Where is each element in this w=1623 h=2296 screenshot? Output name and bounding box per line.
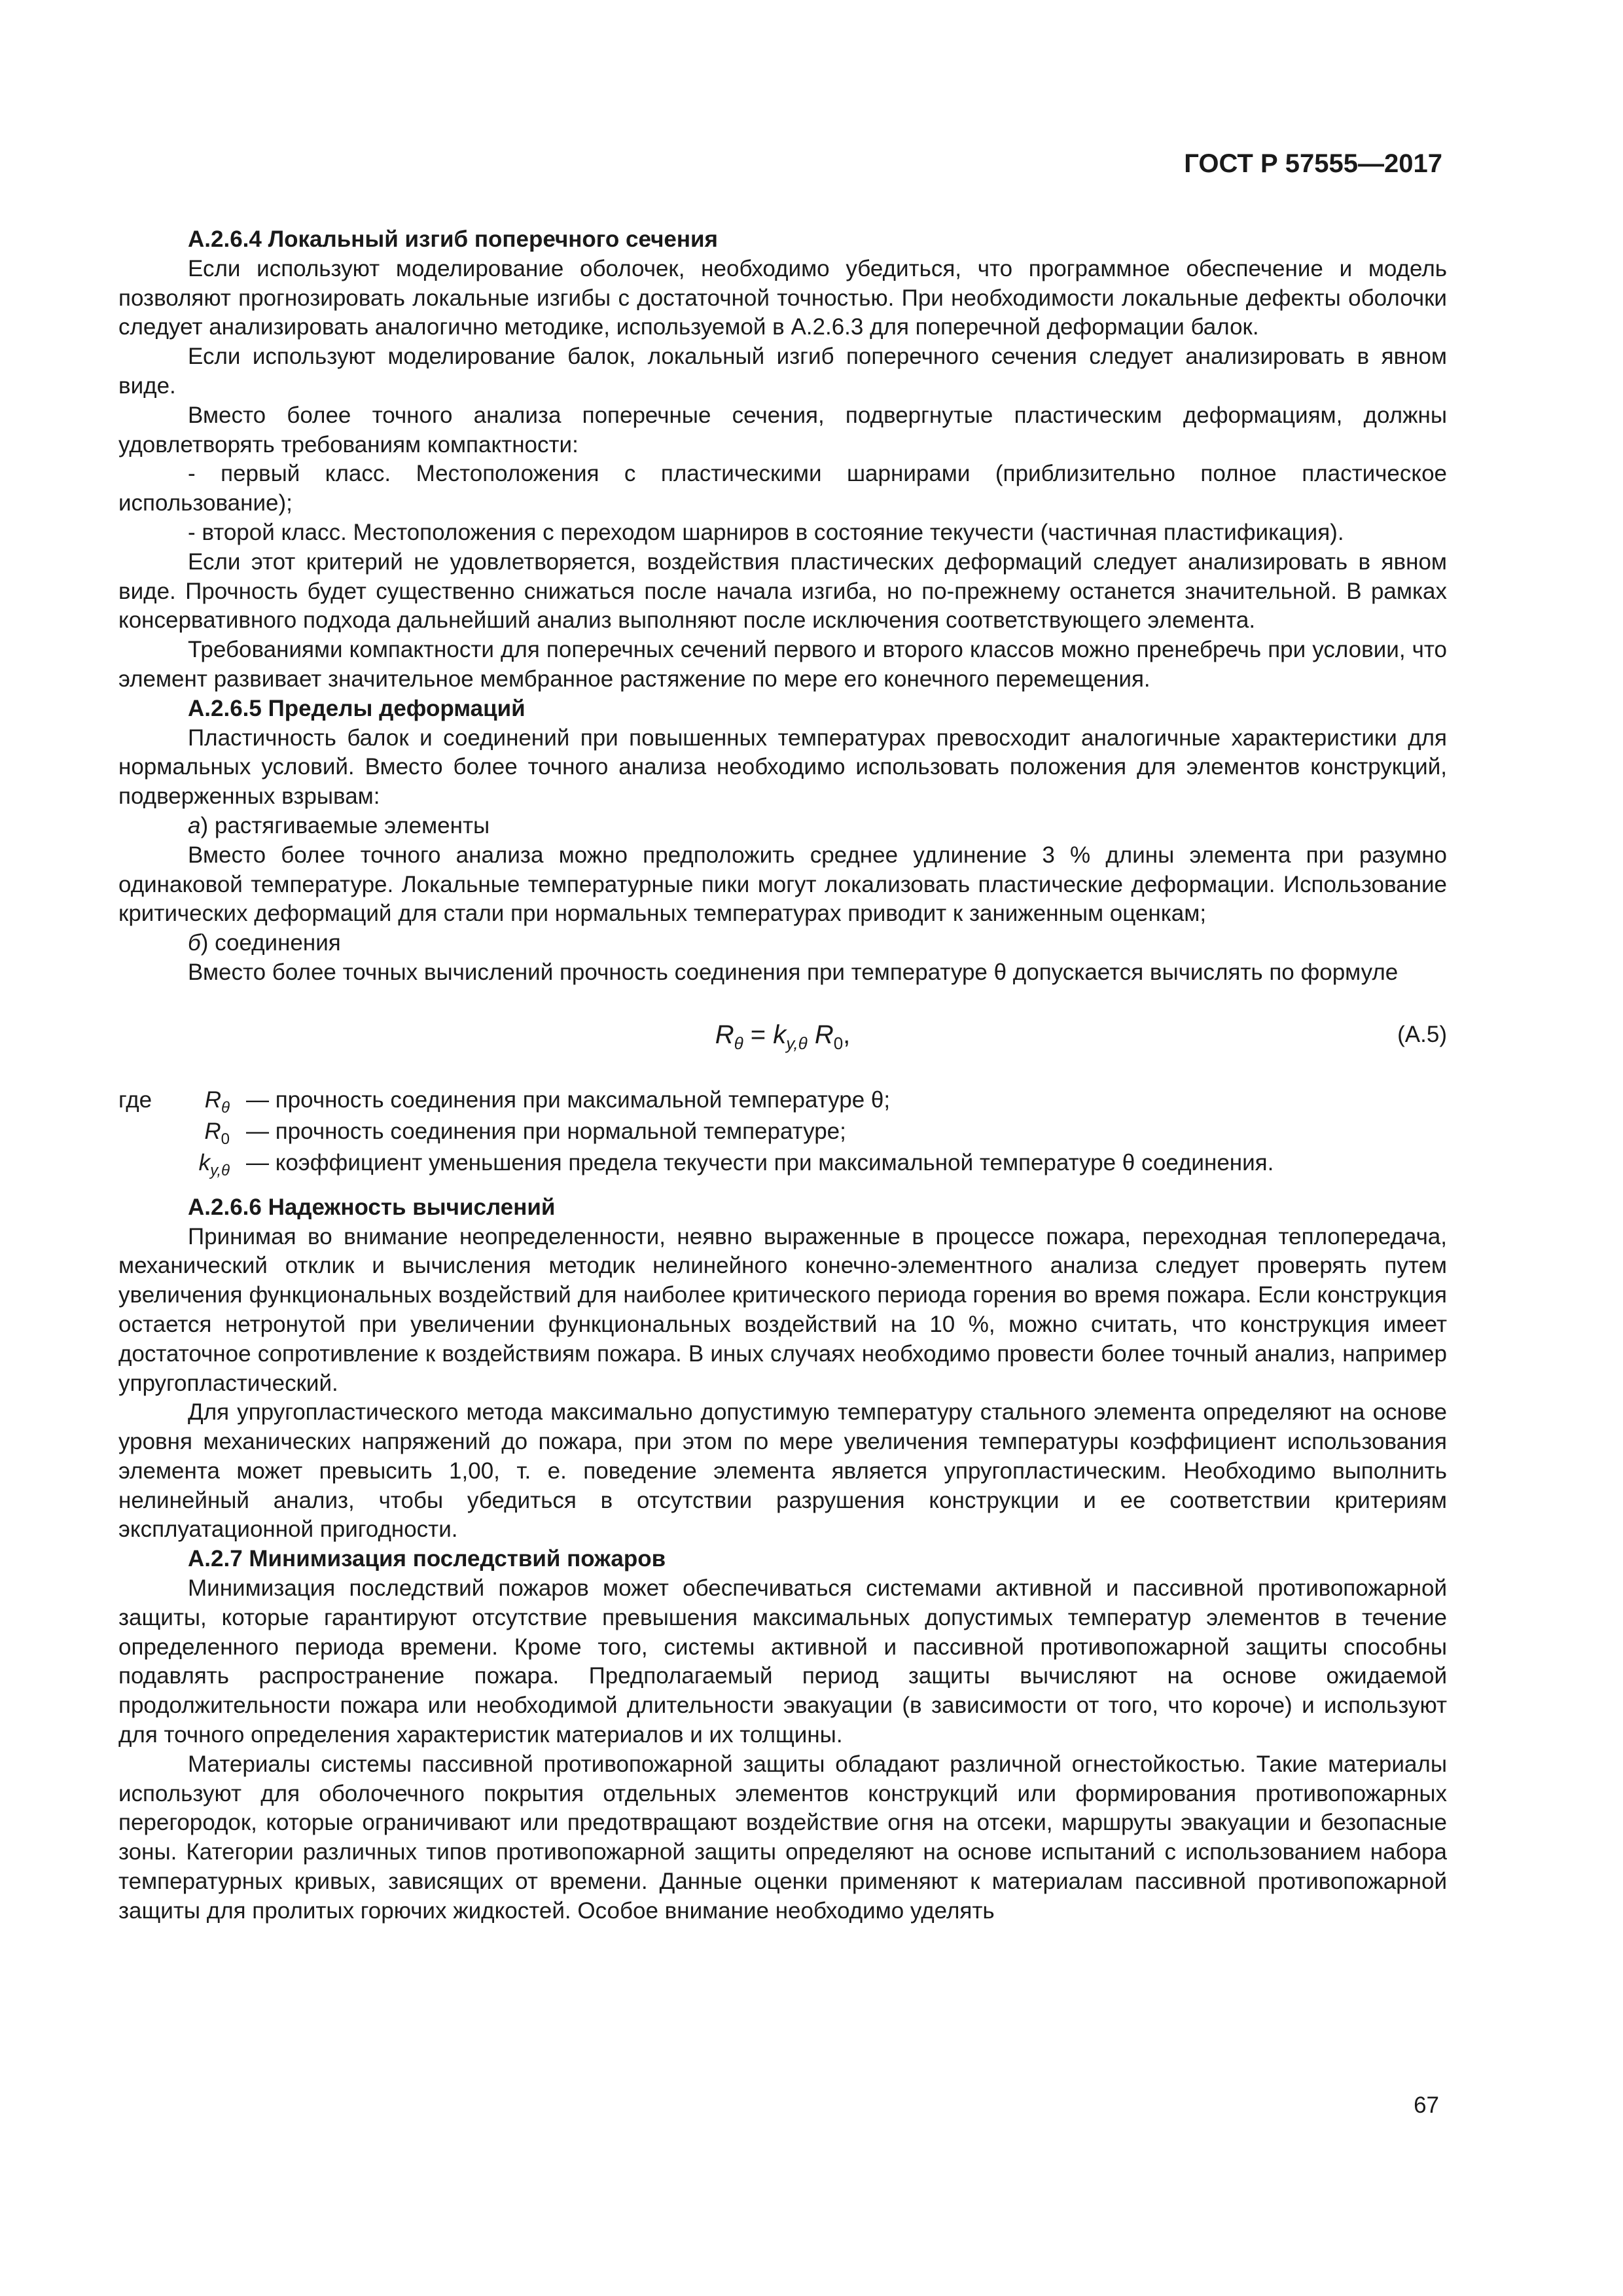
legend-row	[118, 1086, 1447, 1117]
paragraph: Материалы системы пассивной противопожарной защиты обладают различной огнестойкостью. Такие материалы используют для оболочечного покрытия отдельных элементов конструкций или формирования противопожарных перегородок, которые ограничивают или предотвращают воздействие огня на отсеки, маршруты эвакуации и безопасные зоны. Категории различных типов противопожарной защиты определяют на основе испытаний с использованием набора температурных кривых, зависящих от времени. Данные оценки применяют к материалам пассивной противопожарной защиты для пролитых горючих жидкостей. Особое внимание необходимо уделять	[118, 1751, 1447, 1924]
section-heading-a264: А.2.6.4 Локальный изгиб поперечного сечения	[188, 226, 718, 252]
legend-text: — прочность соединения при максимальной температуре θ;	[246, 1086, 891, 1113]
list-item	[118, 812, 1447, 841]
paragraph: Для упругопластического метода максимально допустимую температуру стального элемента определяют на основе уровня механических напряжений до пожара, при этом по мере увеличения температуры коэффициент использования элемента может превысить 1,00, т. е. поведение элемента является упругопластическим. Необходимо выполнить нелинейный анализ, чтобы убедиться в отсутствии разрушения конструкции и ее соответствии критериям эксплуатационной пригодности.	[118, 1399, 1447, 1543]
paragraph: Требованиями компактности для поперечных сечений первого и второго классов можно пренебречь при условии, что элемент развивает значительное мембранное растяжение по мере его конечного перемещения.	[118, 637, 1447, 692]
item-text: ) соединения	[200, 930, 341, 956]
page-number: 67	[1414, 2092, 1439, 2118]
formula-number: (А.5)	[1397, 1021, 1447, 1047]
legend-label: где	[118, 1086, 152, 1113]
page-content	[118, 225, 1447, 1926]
formula-legend	[118, 1086, 1447, 1180]
section-heading-a266: А.2.6.6 Надежность вычислений	[188, 1194, 556, 1220]
formula-a5: $R_\theta = k_{y,\theta}$ $R_0$,	[715, 1020, 851, 1053]
paragraph: Если используют моделирование балок, локальный изгиб поперечного сечения следует анализировать в явном виде.	[118, 344, 1447, 399]
list-item: - первый класс. Местоположения с пластическими шарнирами (приблизительно полное пластическое использование);	[118, 461, 1447, 516]
legend-text: — прочность соединения при нормальной температуре;	[246, 1118, 846, 1144]
item-letter: б	[188, 930, 201, 956]
paragraph: Вместо более точных вычислений прочность соединения при температуре θ допускается вычислять по формуле	[188, 959, 1399, 985]
paragraph: Если используют моделирование оболочек, необходимо убедиться, что программное обеспечение и модель позволяют прогнозировать локальные изгибы с достаточной точностью. При необходимости локальные дефекты оболочки следует анализировать аналогично методике, используемой в А.2.6.3 для поперечной деформации балок.	[118, 255, 1447, 340]
list-item	[118, 929, 1447, 958]
list-item: - второй класс. Местоположения с переходом шарниров в состояние текучести (частичная пластификация).	[188, 519, 1344, 545]
legend-symbol: $R_0$	[204, 1118, 230, 1148]
legend-row	[118, 1149, 1447, 1180]
paragraph: Если этот критерий не удовлетворяется, воздействия пластических деформаций следует анализировать в явном виде. Прочность будет существенно снижаться после начала изгиба, но по-прежнему останется значительной. В рамках консервативного подхода дальнейший анализ выполняют после исключения соответствующего элемента.	[118, 548, 1447, 634]
legend-row	[118, 1117, 1447, 1149]
legend-text: — коэффициент уменьшения предела текучести при максимальной температуре θ соединения.	[246, 1149, 1274, 1175]
paragraph: Вместо более точного анализа можно предположить среднее удлинение 3 % длины элемента при разумно одинаковой температуре. Локальные температурные пики могут локализовать пластические деформации. Использование критических деформаций для стали при нормальных температурах приводит к заниженным оценкам;	[118, 842, 1447, 927]
legend-symbol: $R_\theta$	[204, 1086, 230, 1117]
paragraph: Минимизация последствий пожаров может обеспечиваться системами активной и пассивной противопожарной защиты, которые гарантируют отсутствие превышения максимальных допустимых температур элементов в течение определенного периода времени. Кроме того, системы активной и пассивной противопожарной защиты способны подавлять распространение пожара. Предполагаемый период защиты вычисляют на основе ожидаемой продолжительности пожара или необходимой длительности эвакуации (в зависимости от того, что короче) и используют для точного определения характеристик материалов и их толщины.	[118, 1575, 1447, 1748]
paragraph: Вместо более точного анализа поперечные сечения, подвергнутые пластическим деформациям, должны удовлетворять требованиям компактности:	[118, 402, 1447, 457]
section-heading-a265: А.2.6.5 Пределы деформаций	[188, 695, 526, 721]
item-text: ) растягиваемые элементы	[200, 812, 490, 838]
paragraph: Принимая во внимание неопределенности, неявно выраженные в процессе пожара, переходная теплопередача, механический отклик и вычисления методик нелинейного конечно-элементного анализа следует проверять путем увеличения функциональных воздействий для наиболее критического периода горения во время пожара. Если конструкция остается нетронутой при увеличении функциональных воздействий на 10 %, можно считать, что конструкция имеет достаточное сопротивление к воздействиям пожара. В иных случаях необходимо провести более точный анализ, например упругопластический.	[118, 1223, 1447, 1396]
section-heading-a27: А.2.7 Минимизация последствий пожаров	[188, 1546, 666, 1572]
document-id-header: ГОСТ Р 57555—2017	[1184, 149, 1442, 178]
item-letter: а	[188, 812, 201, 838]
formula-block	[118, 1020, 1447, 1060]
legend-symbol: $k_{y,\theta}$	[198, 1149, 230, 1179]
paragraph: Пластичность балок и соединений при повышенных температурах превосходит аналогичные характеристики для нормальных условий. Вместо более точного анализа необходимо использовать положения для элементов конструкций, подверженных взрывам:	[118, 725, 1447, 810]
